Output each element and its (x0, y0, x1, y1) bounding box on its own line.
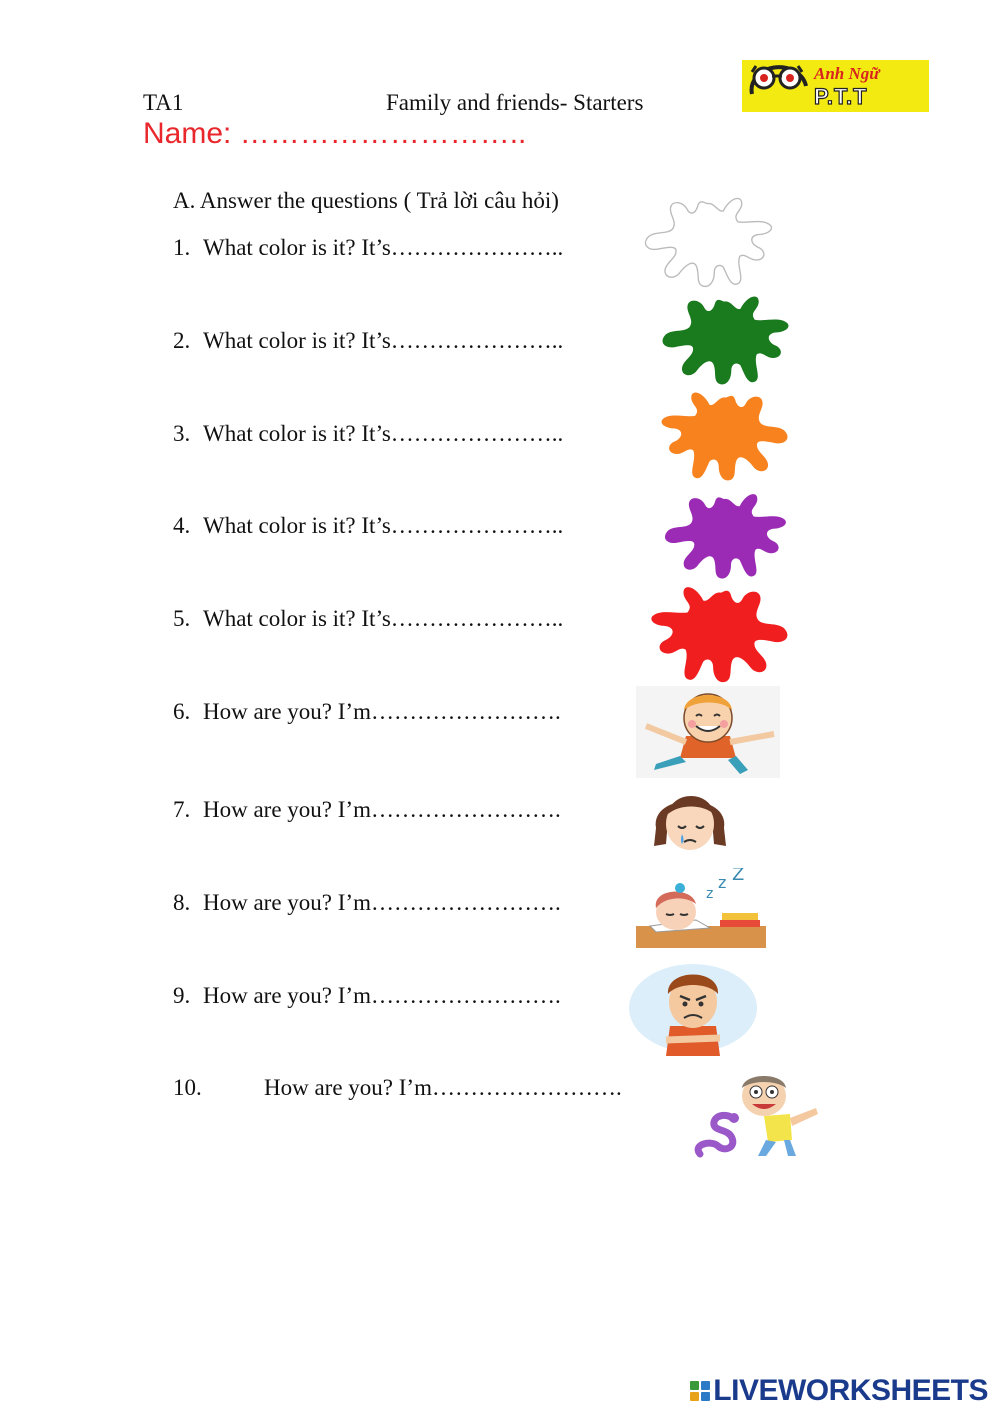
svg-text:Z: Z (732, 868, 745, 885)
happy-boy-icon (636, 686, 780, 778)
question-number: 6. (173, 699, 191, 724)
purple-splash-icon (646, 486, 802, 582)
logo-initials: P.T.T (814, 84, 868, 109)
tired-girl-icon (636, 868, 766, 948)
orange-splash-icon (650, 384, 802, 484)
white-splash-icon (637, 190, 777, 290)
question-text: How are you? I’m……………………. (264, 1075, 622, 1100)
question-number: 8. (173, 890, 191, 915)
question-6 (173, 699, 561, 725)
svg-text:z: z (706, 886, 714, 902)
question-number: 2. (173, 328, 191, 353)
question-text: What color is it? It’s………………….. (203, 328, 564, 353)
liveworksheets-mark-icon (690, 1381, 710, 1401)
question-text: How are you? I’m……………………. (203, 890, 561, 915)
question-8 (173, 890, 561, 916)
scared-boy-icon (692, 1070, 824, 1158)
name-field-line: Name: ……………………….. (143, 117, 527, 150)
question-number: 10. (173, 1075, 202, 1100)
red-splash-icon (636, 578, 806, 686)
svg-text:z: z (718, 873, 727, 892)
question-number: 1. (173, 235, 191, 260)
splash-shape (665, 494, 786, 578)
question-text: What color is it? It’s………………….. (203, 235, 564, 260)
question-2 (173, 328, 563, 354)
question-9 (173, 983, 561, 1009)
question-number: 9. (173, 983, 191, 1008)
sad-girl-icon (648, 784, 732, 856)
question-10 (173, 1075, 622, 1101)
question-text: What color is it? It’s………………….. (203, 606, 564, 631)
angry-boy-icon (626, 960, 760, 1056)
question-number: 3. (173, 421, 191, 446)
worksheet-code: TA1 (143, 90, 184, 115)
splash-shape (663, 296, 789, 384)
question-1 (173, 235, 563, 261)
question-text: How are you? I’m……………………. (203, 699, 561, 724)
question-7 (173, 797, 561, 823)
green-splash-icon (644, 288, 804, 388)
question-text: How are you? I’m……………………. (203, 797, 561, 822)
question-number: 7. (173, 797, 191, 822)
splash-shape (651, 587, 787, 682)
school-logo (742, 60, 929, 112)
liveworksheets-logo (690, 1374, 988, 1408)
question-text: How are you? I’m……………………. (203, 983, 561, 1008)
logo-brand-text: Anh Ngữ (814, 64, 880, 83)
splash-shape (662, 392, 788, 480)
owl-icon (742, 60, 814, 112)
question-5 (173, 606, 563, 632)
question-number: 4. (173, 513, 191, 538)
question-4 (173, 513, 563, 539)
course-title: Family and friends- Starters (386, 90, 644, 115)
section-title: A. Answer the questions ( Trả lời câu hỏi) (173, 188, 559, 213)
question-number: 5. (173, 606, 191, 631)
question-3 (173, 421, 563, 447)
splash-shape (646, 198, 772, 286)
question-text: What color is it? It’s………………….. (203, 421, 564, 446)
question-text: What color is it? It’s………………….. (203, 513, 564, 538)
liveworksheets-text: LIVEWORKSHEETS (713, 1374, 988, 1407)
